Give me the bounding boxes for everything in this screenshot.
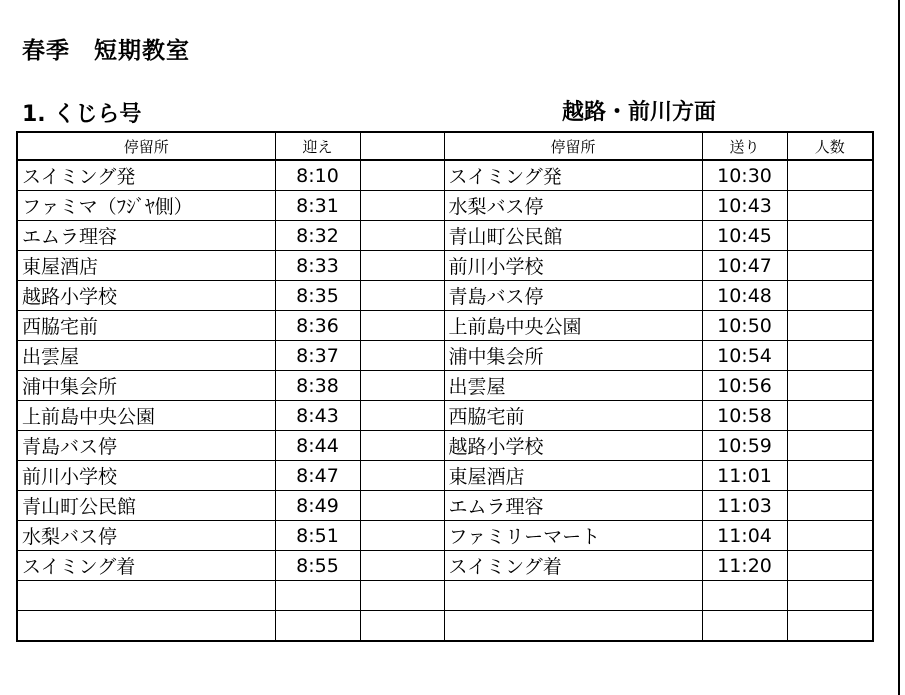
cell-passenger-count — [787, 461, 873, 491]
header-stop-outbound: 停留所 — [17, 132, 275, 160]
cell-passenger-count — [787, 221, 873, 251]
cell-pickup-time: 8:44 — [275, 431, 360, 461]
cell-blank — [360, 491, 444, 521]
cell-stop-return: ファミリーマート — [444, 521, 702, 551]
cell-stop-outbound: エムラ理容 — [17, 221, 275, 251]
cell-stop-return: 前川小学校 — [444, 251, 702, 281]
cell-passenger-count — [787, 311, 873, 341]
cell-stop-outbound: 出雲屋 — [17, 341, 275, 371]
cell-blank — [360, 371, 444, 401]
cell-passenger-count — [787, 251, 873, 281]
cell-dropoff-time: 11:03 — [702, 491, 787, 521]
header-count: 人数 — [787, 132, 873, 160]
cell-pickup-time: 8:55 — [275, 551, 360, 581]
cell-stop-return: 上前島中央公園 — [444, 311, 702, 341]
cell-blank — [360, 191, 444, 221]
cell-stop-outbound: ファミマ（ﾌｼﾞﾔ側） — [17, 191, 275, 221]
cell-pickup-time: 8:49 — [275, 491, 360, 521]
cell-passenger-count — [787, 491, 873, 521]
cell-blank — [360, 461, 444, 491]
cell-passenger-count — [787, 281, 873, 311]
cell-stop-outbound — [17, 611, 275, 642]
cell-dropoff-time: 10:48 — [702, 281, 787, 311]
cell-stop-outbound: 青島バス停 — [17, 431, 275, 461]
cell-stop-return — [444, 611, 702, 642]
cell-stop-outbound: 東屋酒店 — [17, 251, 275, 281]
cell-pickup-time: 8:31 — [275, 191, 360, 221]
route-direction: 越路・前川方面 — [562, 100, 717, 125]
cell-blank — [360, 521, 444, 551]
table-row — [17, 251, 873, 281]
table-row — [17, 581, 873, 611]
cell-stop-outbound: 青山町公民館 — [17, 491, 275, 521]
bus-schedule-table — [16, 131, 874, 642]
cell-pickup-time: 8:33 — [275, 251, 360, 281]
cell-dropoff-time: 10:58 — [702, 401, 787, 431]
cell-blank — [360, 251, 444, 281]
cell-stop-outbound — [17, 581, 275, 611]
cell-blank — [360, 341, 444, 371]
cell-stop-return: 水梨バス停 — [444, 191, 702, 221]
header-dropoff: 送り — [702, 132, 787, 160]
cell-pickup-time: 8:36 — [275, 311, 360, 341]
cell-pickup-time: 8:32 — [275, 221, 360, 251]
table-row — [17, 491, 873, 521]
cell-stop-outbound: スイミング着 — [17, 551, 275, 581]
cell-passenger-count — [787, 611, 873, 642]
header-pickup: 迎え — [275, 132, 360, 160]
table-row — [17, 221, 873, 251]
cell-stop-return — [444, 581, 702, 611]
cell-dropoff-time: 10:45 — [702, 221, 787, 251]
document-title: 春季 短期教室 — [22, 38, 190, 64]
cell-dropoff-time: 10:30 — [702, 160, 787, 191]
cell-blank — [360, 431, 444, 461]
cell-pickup-time: 8:43 — [275, 401, 360, 431]
page-border — [898, 0, 900, 695]
table-row — [17, 311, 873, 341]
cell-stop-return: エムラ理容 — [444, 491, 702, 521]
cell-stop-outbound: 浦中集会所 — [17, 371, 275, 401]
table-row — [17, 551, 873, 581]
table-row — [17, 281, 873, 311]
cell-stop-return: 青島バス停 — [444, 281, 702, 311]
table-row — [17, 431, 873, 461]
cell-pickup-time: 8:47 — [275, 461, 360, 491]
cell-passenger-count — [787, 551, 873, 581]
cell-pickup-time: 8:38 — [275, 371, 360, 401]
cell-dropoff-time: 11:04 — [702, 521, 787, 551]
cell-stop-outbound: 越路小学校 — [17, 281, 275, 311]
cell-dropoff-time: 10:59 — [702, 431, 787, 461]
table-row — [17, 160, 873, 191]
cell-dropoff-time: 11:20 — [702, 551, 787, 581]
table-row — [17, 401, 873, 431]
cell-dropoff-time: 10:50 — [702, 311, 787, 341]
cell-stop-return: 西脇宅前 — [444, 401, 702, 431]
table-row — [17, 341, 873, 371]
cell-pickup-time: 8:35 — [275, 281, 360, 311]
table-row — [17, 611, 873, 642]
cell-pickup-time — [275, 611, 360, 642]
cell-passenger-count — [787, 581, 873, 611]
cell-stop-outbound: 上前島中央公園 — [17, 401, 275, 431]
cell-passenger-count — [787, 191, 873, 221]
cell-pickup-time — [275, 581, 360, 611]
cell-blank — [360, 581, 444, 611]
cell-dropoff-time — [702, 611, 787, 642]
cell-passenger-count — [787, 521, 873, 551]
cell-pickup-time: 8:37 — [275, 341, 360, 371]
cell-passenger-count — [787, 160, 873, 191]
table-row — [17, 521, 873, 551]
cell-blank — [360, 221, 444, 251]
cell-stop-outbound: 前川小学校 — [17, 461, 275, 491]
cell-dropoff-time: 10:47 — [702, 251, 787, 281]
cell-dropoff-time: 10:56 — [702, 371, 787, 401]
cell-passenger-count — [787, 371, 873, 401]
cell-stop-return: スイミング着 — [444, 551, 702, 581]
cell-passenger-count — [787, 401, 873, 431]
cell-passenger-count — [787, 431, 873, 461]
cell-blank — [360, 551, 444, 581]
cell-pickup-time: 8:10 — [275, 160, 360, 191]
cell-blank — [360, 160, 444, 191]
cell-pickup-time: 8:51 — [275, 521, 360, 551]
cell-stop-return: スイミング発 — [444, 160, 702, 191]
table-header-row — [17, 132, 873, 160]
cell-stop-return: 越路小学校 — [444, 431, 702, 461]
route-name: 1. くじら号 — [22, 102, 142, 127]
cell-dropoff-time: 10:43 — [702, 191, 787, 221]
cell-blank — [360, 611, 444, 642]
cell-stop-return: 出雲屋 — [444, 371, 702, 401]
table-row — [17, 461, 873, 491]
cell-stop-return: 東屋酒店 — [444, 461, 702, 491]
header-blank — [360, 132, 444, 160]
table-row — [17, 191, 873, 221]
cell-stop-return: 青山町公民館 — [444, 221, 702, 251]
table-row — [17, 371, 873, 401]
cell-blank — [360, 311, 444, 341]
cell-dropoff-time: 11:01 — [702, 461, 787, 491]
cell-dropoff-time — [702, 581, 787, 611]
cell-passenger-count — [787, 341, 873, 371]
cell-stop-outbound: スイミング発 — [17, 160, 275, 191]
cell-stop-return: 浦中集会所 — [444, 341, 702, 371]
cell-stop-outbound: 水梨バス停 — [17, 521, 275, 551]
cell-stop-outbound: 西脇宅前 — [17, 311, 275, 341]
cell-dropoff-time: 10:54 — [702, 341, 787, 371]
cell-blank — [360, 281, 444, 311]
cell-blank — [360, 401, 444, 431]
header-stop-return: 停留所 — [444, 132, 702, 160]
